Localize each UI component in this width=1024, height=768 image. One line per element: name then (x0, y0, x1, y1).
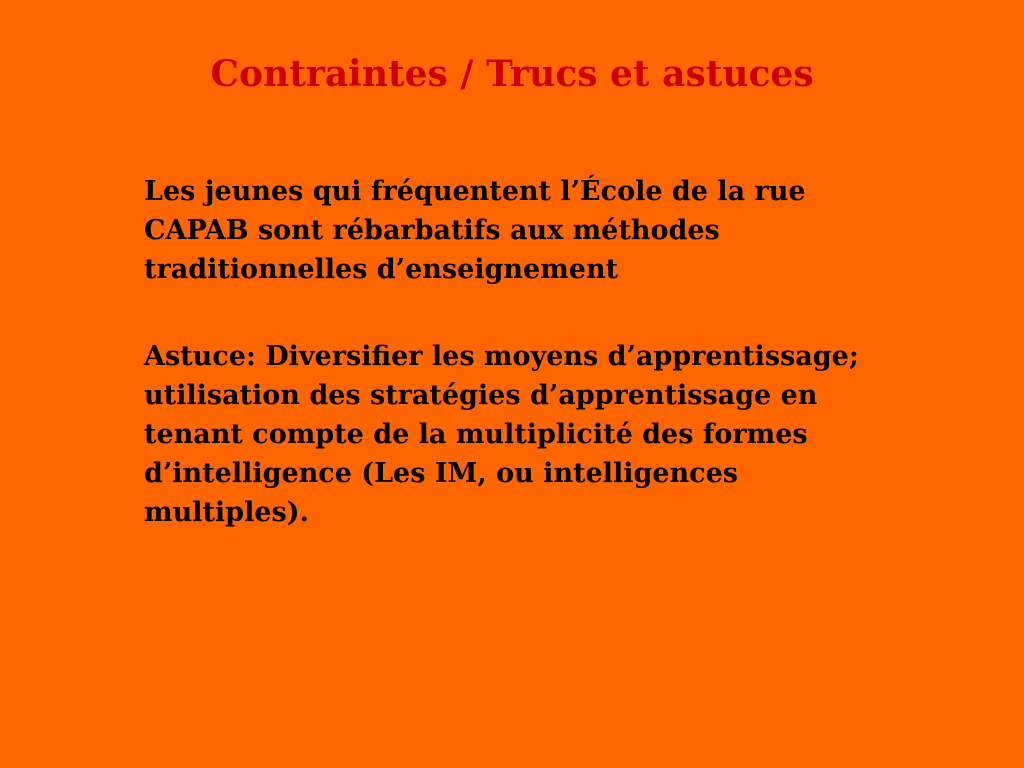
text-line: Les jeunes qui fréquentent l’École de la rue (144, 176, 806, 207)
paragraph-constraint (144, 172, 964, 289)
paragraph-tip (144, 337, 964, 532)
text-line: Astuce: Diversifier les moyens d’apprentissage; (144, 341, 859, 372)
slide-title: Contraintes / Trucs et astuces (210, 53, 814, 95)
text-line: traditionnelles d’enseignement (144, 254, 619, 285)
text-line: tenant compte de la multiplicité des formes (144, 419, 808, 450)
text-line: CAPAB sont rébarbatifs aux méthodes (144, 215, 720, 246)
text-line: utilisation des stratégies d’apprentissage en (144, 380, 818, 411)
text-line: multiples). (144, 497, 309, 528)
slide-body (144, 172, 964, 580)
text-line: d’intelligence (Les IM, ou intelligences (144, 458, 738, 489)
